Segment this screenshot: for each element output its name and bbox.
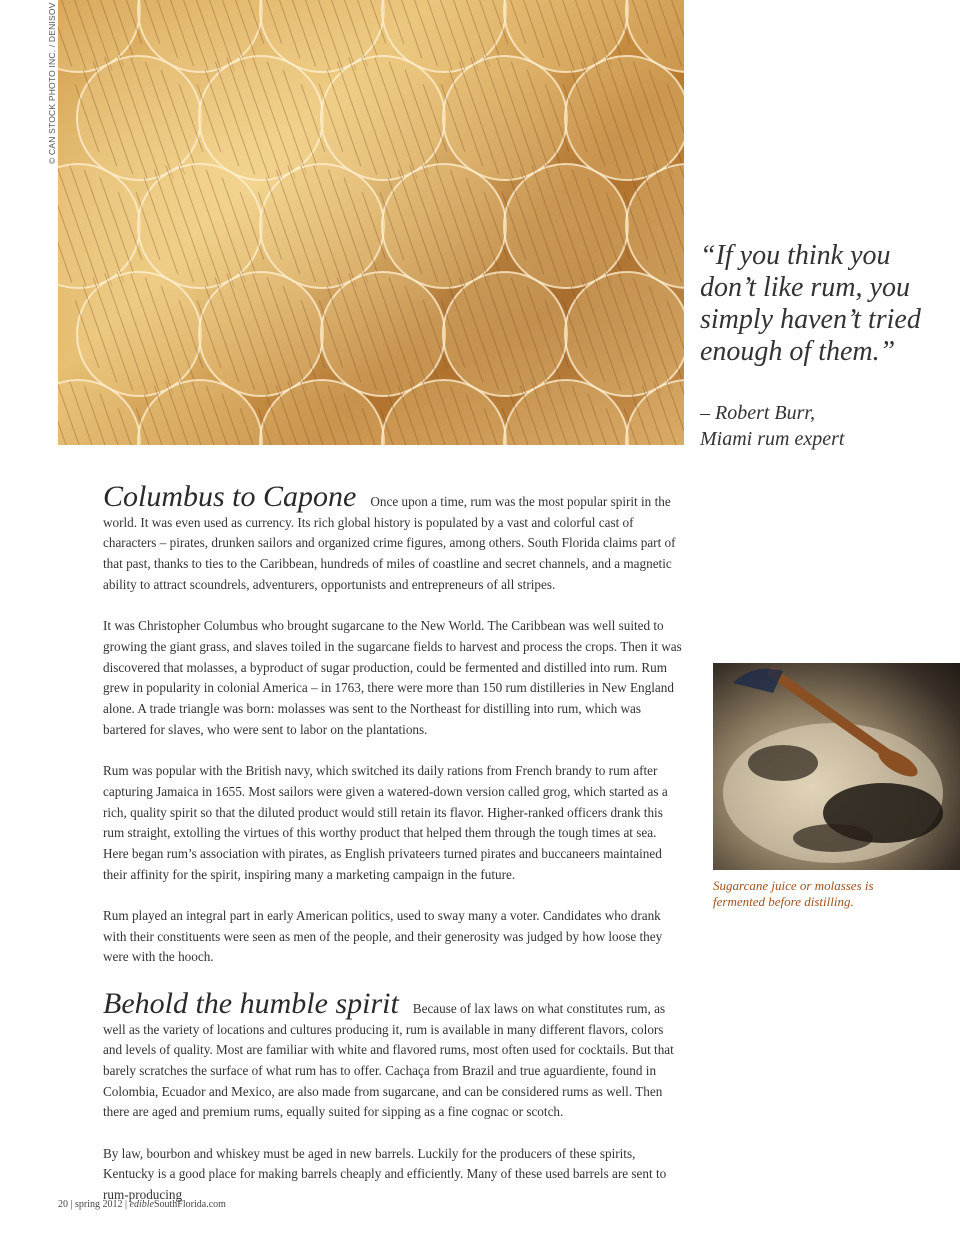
section-heading-columbus: Columbus to Capone bbox=[103, 480, 357, 513]
paragraph: Rum played an integral part in early American politics, used to sway many a voter. Candidates who drank with their constituents were seen as men of the people, and their generosity was judged by how loose they were with the hooch. bbox=[103, 908, 663, 965]
section-columbus-lead: Once upon a time, rum was the most popular spirit in the world. It was even used as currency. Its rich global history is populated by a vast and colorful cast of characters – pirates, drunken sailors and organized crime figures, among others. South Florida claims part of that past, thanks to ties to the Caribbean, hundreds of miles of coastline and secret channels, and a magnetic ability to attract scoundrels, adventurers, opportunists and entrepreneurs of all stripes. bbox=[103, 494, 676, 592]
barrel-end bbox=[563, 272, 684, 396]
barrel-end bbox=[441, 272, 569, 396]
barrel-end bbox=[75, 56, 203, 180]
fermenting-vat-photo bbox=[713, 663, 960, 870]
barrel-end bbox=[563, 56, 684, 180]
article-body bbox=[103, 482, 685, 1227]
barrel-end bbox=[380, 164, 508, 288]
barrels-photo bbox=[58, 0, 684, 445]
barrel-end bbox=[197, 272, 325, 396]
page-footer: 20 | spring 2012 | edibleSouthFlorida.com bbox=[58, 1199, 226, 1210]
barrels-illustration bbox=[58, 0, 684, 445]
magazine-suffix: SouthFlorida.com bbox=[153, 1199, 226, 1210]
barrel-end bbox=[624, 164, 684, 288]
barrel-end bbox=[197, 56, 325, 180]
barrel-end bbox=[319, 272, 447, 396]
section-columbus bbox=[103, 482, 685, 596]
pull-quote: “If you think you don’t like rum, you simply haven’t tried enough of them.” bbox=[700, 240, 921, 367]
barrel-end bbox=[319, 56, 447, 180]
quote-author-title: Miami rum expert bbox=[700, 428, 845, 450]
issue-label: spring 2012 bbox=[75, 1199, 123, 1210]
paragraph: By law, bourbon and whiskey must be aged in new barrels. Luckily for the producers of these spirits, Kentucky is a good place for making barrels cheaply and efficiently. Many of these used barrels are sent to rum-producing bbox=[103, 1145, 667, 1203]
vat-illustration bbox=[713, 663, 960, 870]
barrel-end bbox=[136, 164, 264, 288]
photo-caption: Sugarcane juice or molasses is fermented before distilling. bbox=[713, 878, 874, 909]
barrel-end bbox=[441, 56, 569, 180]
barrel-end bbox=[58, 164, 142, 288]
barrel-end bbox=[502, 164, 630, 288]
barrel-end bbox=[258, 164, 386, 288]
section-behold bbox=[103, 986, 685, 1123]
section-heading-behold: Behold the humble spirit bbox=[103, 986, 399, 1020]
magazine-prefix: edible bbox=[129, 1199, 154, 1210]
photo-credit: © CAN STOCK PHOTO INC. / DENISOV bbox=[47, 2, 57, 164]
page-number: 20 bbox=[58, 1199, 68, 1210]
quote-author: – Robert Burr, bbox=[700, 402, 815, 424]
pull-quote-attribution bbox=[700, 400, 940, 452]
paragraph: It was Christopher Columbus who brought sugarcane to the New World. The Caribbean was well suited to growing the giant grass, and slaves toiled in the sugarcane fields to harvest and process the crops. Then it was discovered that molasses, a byproduct of sugar production, could be fermented and distilled into rum. Rum grew in popularity in colonial America – in 1763, there were more than 150 rum distilleries in New England alone. A trade triangle was born: molasses was sent to the Northeast for distilling into rum, which was bartered for slaves, who were sent to labor on the plantations. bbox=[103, 618, 682, 737]
section-behold-lead: Because of lax laws on what constitutes rum, as well as the variety of locations and cultures producing it, rum is available in many different flavors, colors and levels of quality. Most are familiar with white and flavored rums, most often used for cocktails. But that barely scratches the surface of what rum has to offer. Cachaça from Brazil and true aguardiente, found in Colombia, Ecuador and Mexico, are also made from sugarcane, and can be considered rums as well. Then there are aged and premium rums, equally suited for sipping as a fine cognac or scotch. bbox=[103, 1000, 674, 1120]
paragraph: Rum was popular with the British navy, which switched its daily rations from French brandy to rum after capturing Jamaica in 1655. Most sailors were given a watered-down version called grog, which started as a rich, quality spirit so that the diluted product would still retain its flavor. Higher-ranked officers drank this rum straight, extolling the virtues of this worthy product that helped them through the tough times at sea. Here began rum’s association with pirates, as English privateers turned pirates and buccaneers maintained their affinity for the spirit, inspiring many a marketing campaign in the future. bbox=[103, 763, 668, 882]
barrel-end bbox=[75, 272, 203, 396]
